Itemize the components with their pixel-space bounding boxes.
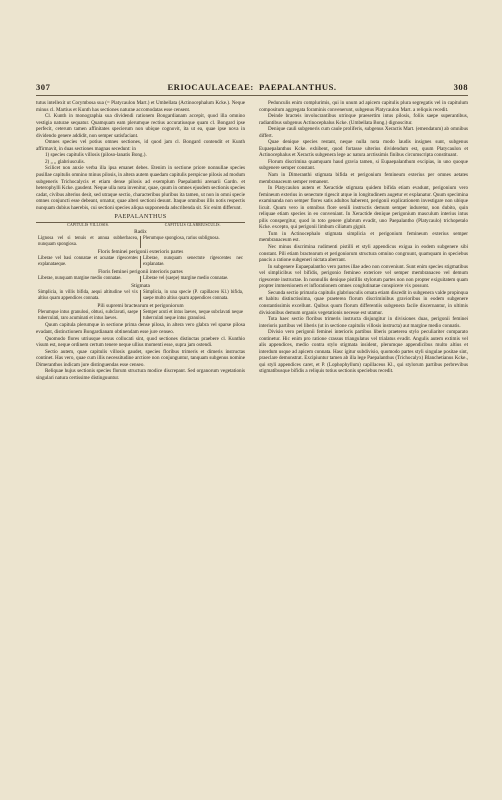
key-row (36, 256, 245, 268)
list-item: 2) „ „ glabriusculis. (45, 158, 85, 165)
key-head-left: CAPITULIS VILLOSIS. (67, 222, 110, 227)
key-subheading: Pili supremi bractearum et perigoniorum (97, 303, 184, 310)
paragraph: Sectio autem, quae capitulis villosis gaudet, species floribus trimeris et dimeris instructas continet. Has vero, quae cum illis necessitudine arctiore non conjunguntur, tanquam subgenus nomine Dimeranthos indicam jure distinguendas esse censeo. (36, 348, 245, 368)
paragraph: Nam in Dimeranthi stigmata bifida et perigonium femineum exterius per omnes aetates membranaceum semper remanent. (259, 172, 468, 185)
running-head (36, 82, 468, 94)
paragraph: Divisio vero perigonii feminei interioris partibus liberis praeterea stylo peculiariter comparato continetur. Hic enim pro ratione crassus triangulatus vel trialatus evadit. Angulis autem extimis vel alis appendices, medio contra stylo stigmata insident, plerumque appendicibus multo altius et interdum usque ad apicem connata. Hasc igitur subdivisio, quomodo partes styli singulae positae sint, praeclare demonstrat. Excipiuntur tamen ab illa lege Paepalanthus (Trichocalyx) Blanchetianus Kcke., qui styli appendices caret, et P. (Lophophyllum) capillaceus Kl., qui stylorum partibus perbrevibus stigmatibusque bifidis a reliquis totius sectionis speciebus recedit. (259, 329, 468, 375)
key-subheading: Floris feminei perigonii exterioris partes (97, 249, 184, 256)
paragraph: Deinde bracteis involucrantibus utrinque praesertim intus pilosis, foliis saepe superantibus, radiantibus subgenus Actinocephalus Kcke. (Umbellata Bong.) dignoscitur. (259, 113, 468, 126)
paragraph: In Platycaulon autem et Xeractide stigmata quidem bifida etiam evadunt, perigonium vero femineum exterius in senectute rigescit atque in longitudinem augetur et explanatur. Quum specimina examinanda non semper flores satis adultos haberent, perigonii explicationem investigare non ubique licuit. Quum vero in omnibus flore senili instructis demum semper induretur, non dubito, quin reliquae etiam species in eo conveniant. In Xeractide denique perigonium masculum interius intus pilis conspergitur, quod in toto genere glabrum evadit, uno Paepalantho (Platycaulo) trichopetalo Kcke. excepto, qui perigonii limbum ciliatum gignit. (259, 185, 468, 231)
key-cell-right: Liberae, nunquam senectute rigescentes nec explanatae. (143, 256, 243, 268)
running-title-genus: PAEPALANTHUS. (259, 82, 337, 92)
key-subheading: Floris feminei perigonii interioris partes (98, 269, 183, 276)
key-cell-left: Plerumque intus granulosi, obtusi, subclavati, saepe tuberculati, raro acuminati et intus laeves. (36, 310, 141, 322)
key-row (36, 310, 245, 322)
key-subheading: Radix (134, 229, 147, 236)
running-title-family: ERIOCAULACEAE: (167, 82, 254, 92)
paragraph: Tum in Actinocephalo stigmata simplicia et perigonium femineum exterius semper membranaceum est. (259, 230, 468, 244)
paragraph: Scilicet non anxie verba illa ipsa emanet debes. Etenim in sectione priore nonnullae species pusillae capitulis omnino minus pilosis, in altera autem quaedam capitulis perspicue pilosis ad modum subgeneris Trichocalycis et etiam dense pilosis ad exemplum Paepalanthi arenarii Gardn. et heterophylli Kcke. gaudent. Neque ulla nota invenitur, quae, quum in omnes ejusdem sectionis species cadat, civibus alterius desit, sed utraque sectio, characteribus pluribus ita tamen, ut non in omni specie omnes conjuncti esse debeant, ornatur, quae alteri sectioni desunt. Itaque omnibus illis notis respectis nunquam dubius haerebis, cui sectioni species aliqua supponenda adscribenda sit. Sic enim differunt. (36, 165, 246, 211)
left-page-number: 307 (36, 82, 51, 92)
key-head-right: CAPITULIS GLABRIUSCULIS. (164, 222, 221, 227)
key-cell-left: Liberae vel basi connatae et acuatae rigescentes explanataeque. (36, 256, 141, 268)
division-list (36, 152, 245, 165)
paragraph: Florum discrimina quamquam haud gravia tamen, si Eupaepalanthum excipias, in uno quoque subgenere semper constant. (259, 158, 468, 172)
paragraph: Quum capitula plerumque in sectione prima dense pilosa, in altera vero glabra vel sparse pilosa evadant, distinctionem Bongardianam obtinendam esse jure censeo. (36, 322, 245, 335)
key-cell-right: Liberae vel (saepe) margine medio connatae. (143, 276, 229, 282)
paragraph: Cl. Kunth in monographia sua dividendi rationem Bongardianam accepit, quod illa omnino vestigia naturae sequatur. Quamquam eam plerumque rectius accuratiusque quam cl. Bongard ipse perfecit, ceterum tamen affinitates specierum non ubique cognovit, ita ut ea, quae ipse nova in dividendo genere addidit, non semper satisfaciant. (36, 113, 245, 139)
key-cell-left: Simplicia, in villis bifida, aequi altitudine vel vix altius quam appendices connata. (36, 290, 141, 302)
paragraph: Tota haec sectio floribus trimeris instructa disjungitur in divisiones duas, perigonii feminei interioris partibus vel liberis (ut in sectione capitulis villosis instructa) aut margine medio connatis. (259, 316, 468, 329)
paragraph: Secunda sectio primaria capitulis glabriusculis ornata etiam discedit in subgenera valde propinqua et habitu distinctissima, quae praeterea florum discriminibus gravioribus in eodem subgenere constantissimis excellunt. Quibus quum florum differentiis subgenera facile discernantur, in ultimis divisionibus demum organis vegetationis necesse est utamur. (259, 289, 468, 316)
running-title (36, 82, 468, 92)
key-subheading: Stigmata (131, 283, 150, 290)
key-cell-right: Simplicia, in una specie (P. capillaceo Kl.) bifida, saepe multo altius quam appendices connata. (143, 290, 243, 302)
header-rule (36, 95, 468, 96)
right-column (259, 100, 468, 375)
paragraph: Quae denique species restant, neque nulla nota modo laudis insignes sunt, subgenus Eupaepalanthus Kcke. exhibent, quod fortasse ulterius dividendum est, quum Platycaulon et Actinocephalus et Xeractis subgenera lege ac natura arctissimis finibus circumscripta constituant. (259, 139, 468, 159)
paragraph: Quomodo flores utriusque sexus collocati sint, quod sectiones distinctas praebere cl. Kunthio visum est, neque ordinem certum tenere neque ullius momenti esse, supra jam ostendi. (36, 335, 245, 349)
key-cell-left: Liberae, nunquam margine medio connatae. (36, 276, 141, 282)
paragraph: Denique cauli subgeneris cum caule proliferis, subgenus Xeractis Mart. (emendatum) ab omnibus differt. (259, 126, 468, 139)
right-page-number: 308 (453, 82, 468, 92)
key-cell-right: Semper acuti et intus laeves, neque subclavati neque tuberculati neque intus granulosi. (143, 310, 243, 322)
key-row (36, 236, 245, 248)
key-row (36, 276, 245, 282)
paragraph: Omnes species vel potius omnes sectiones, id quod jam cl. Bongard contendit et Kunth affirmavit, in duas sectiones magnas secedunt: in (36, 139, 245, 152)
key-row (36, 290, 245, 302)
paragraph: tutus intellexit ut Corymbosa sua (= Platycaulon Mart.) et Umbellata (Actinocephalum Kcke.). Neque minus cl. Martius et Kunth has sectiones naturae accomodatas esse censent. (36, 100, 245, 113)
key-cell-left: Lignosa vel si tenuis et annua subherbacea, nunquam spongiosa. (36, 236, 141, 248)
paragraph: In subgenere Eupaepalantho vero partes illae adeo non conveniunt. Sunt enim species stigmatibus vel simplicibus vel bifidis, perigonio femineo exteriore vel semper membranaceo vel demum rigescente instructae. In nonnullis denique pistillis stylorum partes non non propter exiguitatem quam propter immersionem et inflorationem omnes conglutinatae conspicere vix possunt. (259, 263, 468, 290)
paragraph: Pedunculis enim complurimis, qui in unum ad apicem capitulis plura segregatis vel in capitulum compositum aggregata foraminis convenerunt, subgenus Platycaulon Mart. a reliquis recedit. (259, 100, 468, 113)
paragraph: Reliquae hujus sectionis species florum structura modice discrepant. Sed organorum vegetationis singulari natura certissime distinguuntur. (36, 368, 245, 381)
section-title: PAEPALANTHUS (114, 213, 167, 221)
key-cell-right: Plerumque spongiosa, rarius sublignosa. (143, 236, 220, 242)
list-item: 1) species capitulis villosis (piloso-lanatis Bong.). (45, 152, 147, 159)
paragraph: Nec minus discrimina rudimenti pistilli et styli appendicus exigua in eodem subgenere sibi constant. Pili etiam bractearum et perigoniorum structura omnino congruunt, quamquam in speciebus paucis a ratione subgeneri nictata aberrant. (259, 244, 468, 264)
left-column (36, 100, 245, 381)
comparison-key (36, 222, 245, 323)
key-header (36, 223, 245, 229)
